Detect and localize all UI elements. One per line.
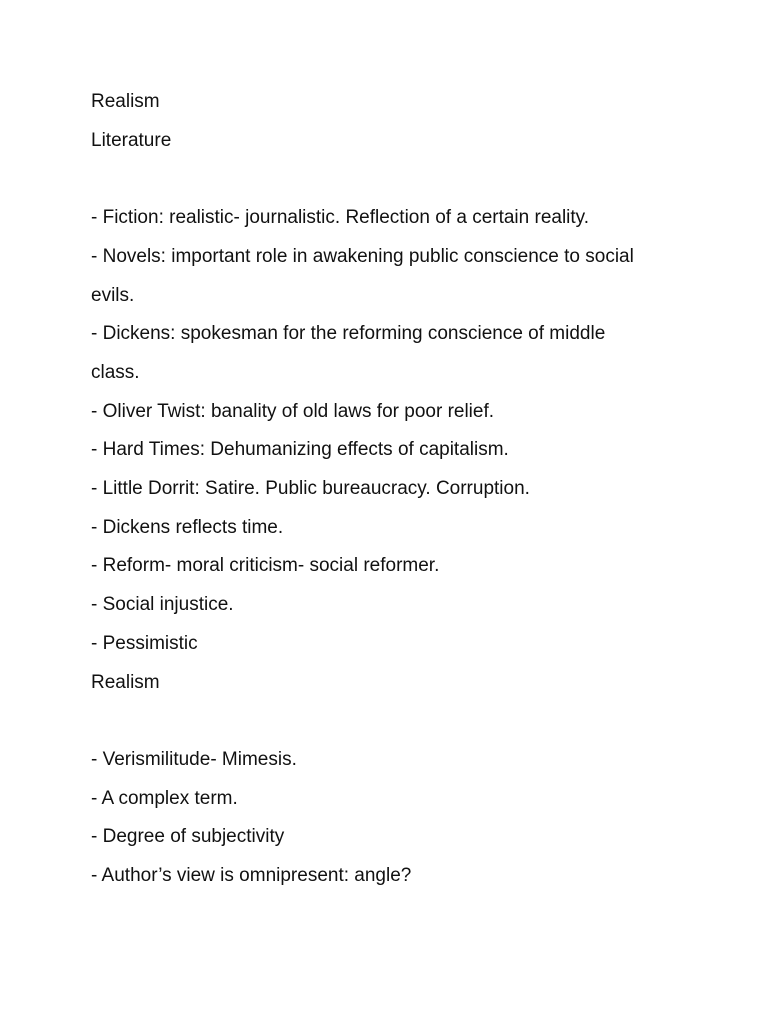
list-item: - Pessimistic [91,632,198,654]
list-item: - Degree of subjectivity [91,826,285,848]
list-item: - Reform- moral criticism- social reformer. [91,555,440,577]
list-item: - Verismilitude- Mimesis. [91,748,297,770]
heading-realism-2: Realism [91,671,160,693]
heading-literature: Literature [91,129,172,151]
blank-line [91,160,651,199]
list-item: - Fiction: realistic- journalistic. Reflection of a certain reality. [91,207,590,229]
list-item: - Hard Times: Dehumanizing effects of capitalism. [91,439,509,461]
list-item: - Novels: important role in awakening public conscience to social evils. [91,245,634,306]
list-item: - A complex term. [91,787,238,809]
list-item: - Dickens: spokesman for the reforming conscience of middle class. [91,323,606,383]
list-item: - Social injustice. [91,594,234,616]
list-item: - Little Dorrit: Satire. Public bureaucracy. Corruption. [91,478,530,500]
list-item: - Dickens reflects time. [91,516,284,538]
document-body [91,83,651,896]
list-item: - Oliver Twist: banality of old laws for poor relief. [91,400,495,422]
blank-line [91,702,651,741]
list-item: - Author’s view is omnipresent: angle? [91,865,412,887]
heading-realism: Realism [91,91,160,112]
